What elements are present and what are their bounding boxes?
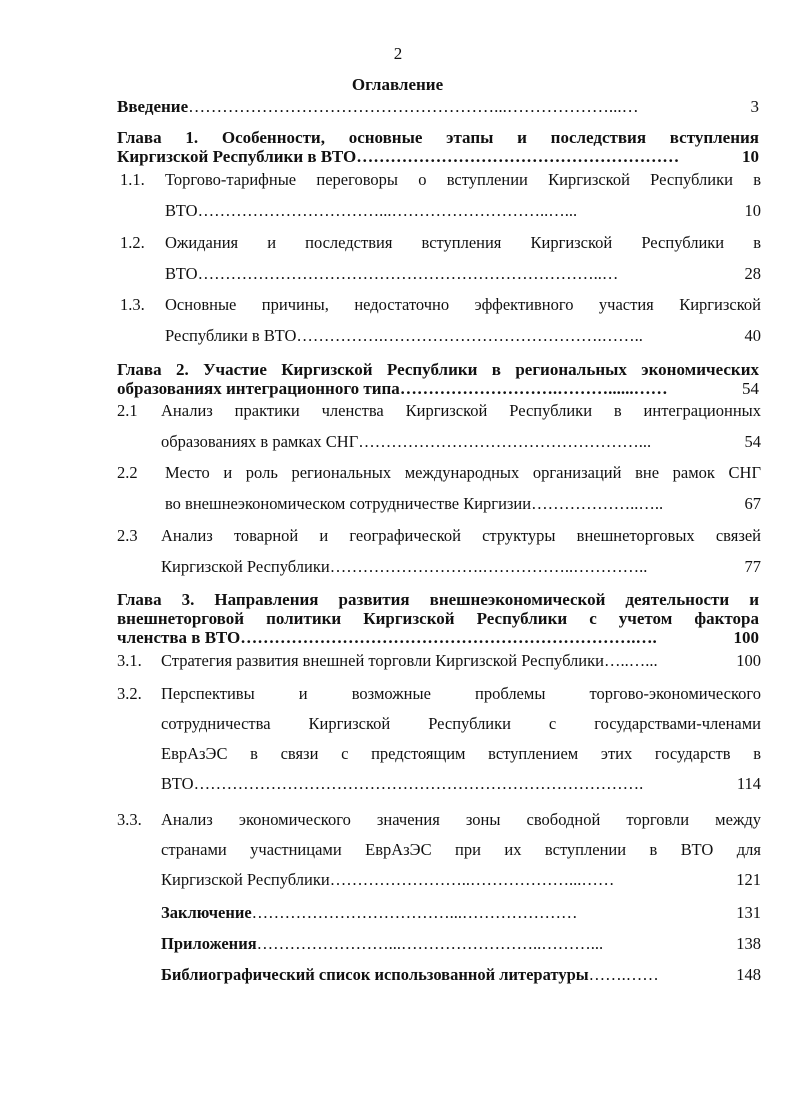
section-title-line: Киргизской Республики — [161, 870, 330, 889]
section-number: 3.2. — [117, 684, 142, 703]
chapter-title-line: Глава 3. Направления развития внешнеэкономической деятельности и — [117, 590, 759, 609]
toc-page: 40 — [744, 326, 761, 345]
toc-dots: …………………………………………………………….…. — [240, 628, 657, 647]
section-title-line: Ожидания и последствия вступления Киргизской Республики в — [165, 233, 761, 252]
toc-section-3-2[interactable] — [161, 684, 761, 794]
toc-page: 121 — [736, 870, 761, 889]
toc-dots: ………………………………………………… — [356, 147, 680, 166]
toc-section-3-1[interactable] — [161, 651, 761, 671]
chapter-title-line: членства в ВТО — [117, 628, 241, 647]
toc-section-1-3[interactable] — [165, 295, 761, 346]
toc-page: 100 — [733, 628, 759, 647]
toc-entry-appendices[interactable] — [161, 934, 761, 954]
toc-page: 114 — [736, 774, 761, 793]
toc-section-3-3[interactable] — [161, 810, 761, 890]
toc-page: 131 — [736, 903, 761, 922]
toc-entry-text: Приложения — [161, 934, 257, 953]
toc-page: 100 — [736, 651, 761, 670]
toc-section-2-2[interactable] — [165, 463, 761, 514]
toc-page: 77 — [744, 557, 761, 576]
toc-page: 3 — [750, 97, 759, 116]
toc-page: 10 — [742, 147, 759, 166]
chapter-title-line: Глава 2. Участие Киргизской Республики в региональных экономических — [117, 360, 759, 379]
toc-dots: ……………………...……………………..………... — [256, 934, 604, 953]
section-title-line: ЕврАзЭС в связи с предстоящим вступлением этих государств в — [161, 744, 761, 763]
toc-entry-conclusion[interactable] — [161, 903, 761, 923]
toc-dots: ……………………….……………..………….. — [329, 557, 648, 576]
section-title-line: во внешнеэкономическом сотрудничестве Киргизии — [165, 494, 532, 513]
section-title-line: образованиях в рамках СНГ — [161, 432, 359, 451]
toc-page: 148 — [736, 965, 761, 984]
page-number: 2 — [393, 44, 403, 63]
toc-page: 138 — [736, 934, 761, 953]
toc-dots: ……………………………………………... — [358, 432, 652, 451]
section-title-line: ВТО — [165, 264, 198, 283]
toc-page: 54 — [744, 432, 761, 451]
page-title: Оглавление — [351, 75, 444, 94]
toc-dots: ……………………….………......…… — [399, 379, 668, 398]
section-title-line: Стратегия развития внешней торговли Киргизской Республики — [161, 651, 604, 670]
section-title-line: странами участницами ЕврАзЭС при их вступлении в ВТО для — [161, 840, 761, 859]
chapter-title-line: образованиях интеграционного типа — [117, 379, 400, 398]
section-number: 2.1 — [117, 401, 138, 420]
section-number: 1.1. — [120, 170, 145, 189]
section-title-line: ВТО — [161, 774, 194, 793]
toc-entry-intro[interactable] — [117, 97, 759, 116]
toc-dots: ………………………………………………...………………...… — [188, 97, 639, 116]
toc-entry-bibliography[interactable] — [161, 965, 761, 985]
toc-dots: …….…… — [588, 965, 659, 984]
toc-section-1-2[interactable] — [165, 233, 761, 284]
toc-chapter-3[interactable] — [117, 590, 759, 647]
toc-dots: ………………………………………………………………………. — [193, 774, 644, 793]
section-number: 2.3 — [117, 526, 138, 545]
section-title-line: Основные причины, недостаточно эффективного участия Киргизской — [165, 295, 761, 314]
section-title-line: Анализ товарной и географической структуры внешнеторговых связей — [161, 526, 761, 545]
toc-dots: ……………………..………………...…… — [329, 870, 615, 889]
toc-entry-text: Библиографический список использованной литературы — [161, 965, 589, 984]
toc-page: 67 — [744, 494, 761, 513]
toc-page: 54 — [742, 379, 759, 398]
toc-chapter-2[interactable] — [117, 360, 759, 398]
toc-dots: ………………..….. — [531, 494, 664, 513]
toc-dots: …..…... — [603, 651, 658, 670]
toc-entry-text: Заключение — [161, 903, 252, 922]
toc-page: 28 — [744, 264, 761, 283]
section-number: 3.3. — [117, 810, 142, 829]
chapter-title-line: Глава 1. Особенности, основные этапы и последствия вступления — [117, 128, 759, 147]
section-title-line: Место и роль региональных международных организаций вне рамок СНГ — [165, 463, 761, 482]
section-title-line: Торгово-тарифные переговоры о вступлении Киргизской Республики в — [165, 170, 761, 189]
toc-chapter-1[interactable] — [117, 128, 759, 166]
section-number: 2.2 — [117, 463, 138, 482]
toc-dots: ………………………………………………………………..… — [197, 264, 619, 283]
toc-dots: …………….………………………………….…….. — [296, 326, 643, 345]
chapter-title-line: Киргизской Республики в ВТО — [117, 147, 357, 166]
toc-dots: ……………………………...………………………..…... — [197, 201, 578, 220]
section-title-line: сотрудничества Киргизской Республики с государствами-членами — [161, 714, 761, 733]
section-title-line: Анализ практики членства Киргизской Республики в интеграционных — [161, 401, 761, 420]
section-number: 1.2. — [120, 233, 145, 252]
toc-page: 10 — [744, 201, 761, 220]
section-number: 1.3. — [120, 295, 145, 314]
section-title-line: ВТО — [165, 201, 198, 220]
toc-section-1-1[interactable] — [165, 170, 761, 221]
toc-entry-text: Введение — [117, 97, 189, 116]
toc-section-2-1[interactable] — [161, 401, 761, 452]
toc-section-2-3[interactable] — [161, 526, 761, 577]
section-title-line: Республики в ВТО — [165, 326, 297, 345]
section-title-line: Киргизской Республики — [161, 557, 330, 576]
section-number: 3.1. — [117, 651, 142, 670]
chapter-title-line: внешнеторговой политики Киргизской Республики с учетом фактора — [117, 609, 759, 628]
toc-dots: ………………………………...………………… — [251, 903, 578, 922]
section-title-line: Анализ экономического значения зоны свободной торговли между — [161, 810, 761, 829]
section-title-line: Перспективы и возможные проблемы торгово-экономического — [161, 684, 761, 703]
